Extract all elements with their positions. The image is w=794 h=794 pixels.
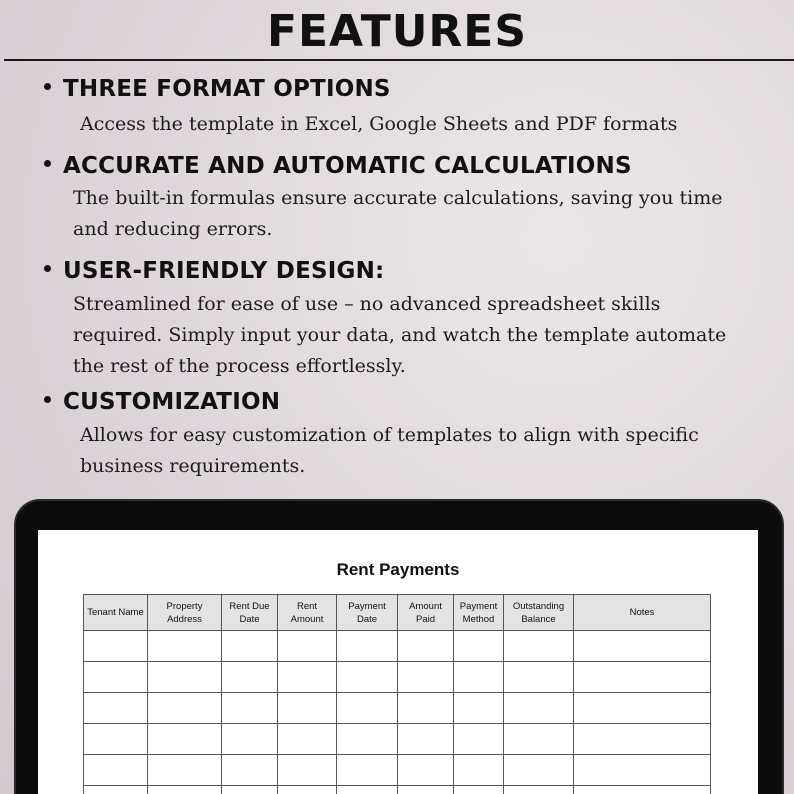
column-header: Rent Due Date [222, 595, 278, 631]
table-cell[interactable] [454, 693, 504, 724]
table-cell[interactable] [148, 631, 222, 662]
table-row [84, 786, 711, 794]
table-cell[interactable] [84, 724, 148, 755]
feature-heading-text: ACCURATE AND AUTOMATIC CALCULATIONS [63, 153, 632, 179]
column-header: Payment Date [337, 595, 398, 631]
table-row [84, 724, 711, 755]
column-header: Amount Paid [398, 595, 454, 631]
table-cell[interactable] [222, 662, 278, 693]
table-cell[interactable] [278, 631, 337, 662]
feature-line: the rest of the process effortlessly. [73, 355, 406, 377]
bullet-icon [44, 160, 51, 167]
table-cell[interactable] [222, 786, 278, 794]
table-cell[interactable] [574, 662, 711, 693]
table-row [84, 662, 711, 693]
table-cell[interactable] [574, 631, 711, 662]
feature-line: Allows for easy customization of templates to align with specific [80, 424, 699, 446]
page-title: FEATURES [266, 6, 528, 57]
table-cell[interactable] [337, 786, 398, 794]
feature-line: Streamlined for ease of use – no advanced spreadsheet skills [73, 293, 661, 315]
column-header: Notes [574, 595, 711, 631]
feature-line: The built-in formulas ensure accurate calculations, saving you time [73, 187, 723, 209]
table-cell[interactable] [504, 755, 574, 786]
table-cell[interactable] [278, 693, 337, 724]
title-divider [4, 59, 794, 61]
table-cell[interactable] [337, 662, 398, 693]
table-cell[interactable] [454, 724, 504, 755]
table-cell[interactable] [278, 662, 337, 693]
table-cell[interactable] [148, 693, 222, 724]
table-cell[interactable] [278, 755, 337, 786]
sheet-title: Rent Payments [336, 560, 460, 579]
table-cell[interactable] [84, 755, 148, 786]
table-cell[interactable] [337, 693, 398, 724]
bullet-icon [44, 396, 51, 403]
table-cell[interactable] [222, 631, 278, 662]
table-cell[interactable] [454, 631, 504, 662]
table-cell[interactable] [148, 724, 222, 755]
column-header: Property Address [148, 595, 222, 631]
table-cell[interactable] [222, 724, 278, 755]
table-cell[interactable] [574, 786, 711, 794]
table-cell[interactable] [337, 631, 398, 662]
table-cell[interactable] [398, 786, 454, 794]
table-cell[interactable] [504, 693, 574, 724]
table-cell[interactable] [504, 724, 574, 755]
table-row [84, 755, 711, 786]
feature-heading [44, 389, 280, 415]
feature-heading-text: USER-FRIENDLY DESIGN: [63, 258, 385, 284]
feature-line: Access the template in Excel, Google Sheets and PDF formats [80, 113, 678, 135]
feature-heading [44, 153, 632, 179]
table-row [84, 631, 711, 662]
table-cell[interactable] [222, 755, 278, 786]
feature-line: business requirements. [80, 455, 306, 477]
table-cell[interactable] [148, 786, 222, 794]
table-cell[interactable] [454, 755, 504, 786]
table-cell[interactable] [454, 662, 504, 693]
table-cell[interactable] [504, 631, 574, 662]
table-cell[interactable] [278, 724, 337, 755]
feature-description [80, 109, 677, 140]
table-cell[interactable] [337, 724, 398, 755]
table-header-row [84, 595, 711, 631]
rent-payments-table [83, 594, 711, 794]
table-cell[interactable] [278, 786, 337, 794]
column-header: Tenant Name [84, 595, 148, 631]
column-header: Outstanding Balance [504, 595, 574, 631]
table-cell[interactable] [222, 693, 278, 724]
feature-line: required. Simply input your data, and watch the template automate [73, 324, 727, 346]
feature-description [73, 289, 726, 382]
table-cell[interactable] [148, 755, 222, 786]
table-cell[interactable] [574, 755, 711, 786]
feature-heading-text: CUSTOMIZATION [63, 389, 281, 415]
tablet-screen [38, 530, 758, 794]
table-cell[interactable] [574, 693, 711, 724]
table-cell[interactable] [84, 662, 148, 693]
feature-description [80, 420, 699, 482]
table-cell[interactable] [454, 786, 504, 794]
feature-description [73, 183, 722, 245]
column-header: Payment Method [454, 595, 504, 631]
table-cell[interactable] [84, 786, 148, 794]
table-cell[interactable] [398, 724, 454, 755]
table-cell[interactable] [504, 786, 574, 794]
feature-heading [44, 258, 384, 284]
feature-line: and reducing errors. [73, 218, 273, 240]
table-cell[interactable] [504, 662, 574, 693]
table-cell[interactable] [84, 631, 148, 662]
feature-heading-text: THREE FORMAT OPTIONS [63, 76, 391, 102]
table-cell[interactable] [398, 662, 454, 693]
table-cell[interactable] [398, 631, 454, 662]
table-cell[interactable] [398, 693, 454, 724]
feature-heading [44, 76, 391, 102]
table-cell[interactable] [398, 755, 454, 786]
table-cell[interactable] [84, 693, 148, 724]
column-header: Rent Amount [278, 595, 337, 631]
table-body [84, 631, 711, 794]
table-cell[interactable] [337, 755, 398, 786]
table-row [84, 693, 711, 724]
bullet-icon [44, 265, 51, 272]
bullet-icon [44, 83, 51, 90]
table-cell[interactable] [148, 662, 222, 693]
table-cell[interactable] [574, 724, 711, 755]
